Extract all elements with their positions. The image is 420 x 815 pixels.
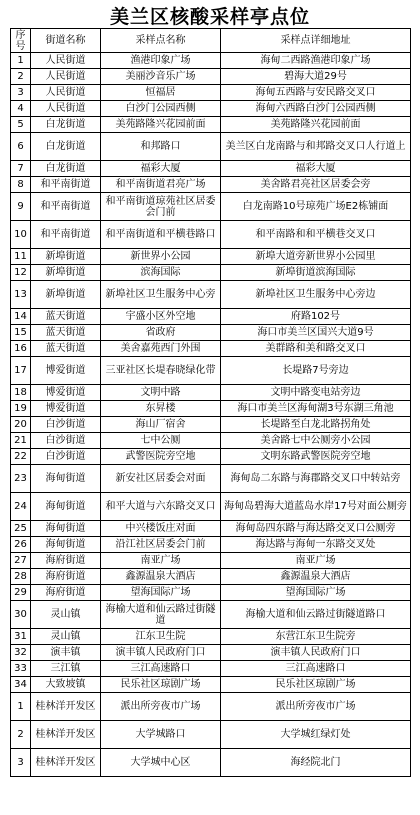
- row-site-name: 七中公厕: [101, 433, 221, 449]
- table-row: [11, 385, 411, 401]
- row-address: 文明东路武警医院旁空地: [221, 449, 411, 465]
- row-street: 蓝天街道: [31, 309, 101, 325]
- row-number: 16: [11, 341, 31, 357]
- row-number: 20: [11, 417, 31, 433]
- row-street: 和平南街道: [31, 177, 101, 193]
- row-address: 和平南路和和平横巷交叉口: [221, 221, 411, 249]
- table-body: [11, 53, 411, 777]
- table-row: [11, 449, 411, 465]
- header-no: 序号: [11, 29, 31, 53]
- row-site-name: 新世界小公园: [101, 249, 221, 265]
- row-site-name: 武警医院旁空地: [101, 449, 221, 465]
- row-street: 和平南街道: [31, 221, 101, 249]
- table-row: [11, 493, 411, 521]
- row-site-name: 中兴楼饭庄对面: [101, 521, 221, 537]
- row-address: 白龙南路10号琼苑广场E2栋铺面: [221, 193, 411, 221]
- row-street: 海府街道: [31, 553, 101, 569]
- row-site-name: 新安社区居委会对面: [101, 465, 221, 493]
- row-street: 白沙街道: [31, 417, 101, 433]
- row-address: 大学城红绿灯处: [221, 721, 411, 749]
- row-number: 19: [11, 401, 31, 417]
- row-site-name: 白沙门公园西侧: [101, 101, 221, 117]
- row-number: 22: [11, 449, 31, 465]
- row-site-name: 大学城中心区: [101, 749, 221, 777]
- row-address: 美舍路君亮社区居委会旁: [221, 177, 411, 193]
- row-address: 新埠大道旁新世界小公园里: [221, 249, 411, 265]
- table-row: [11, 309, 411, 325]
- row-site-name: 沿江社区居委会门前: [101, 537, 221, 553]
- row-street: 博爱街道: [31, 401, 101, 417]
- row-address: 南亚广场: [221, 553, 411, 569]
- row-number: 27: [11, 553, 31, 569]
- row-site-name: 和平南街道和平横巷路口: [101, 221, 221, 249]
- table-row: [11, 249, 411, 265]
- table-row: [11, 161, 411, 177]
- row-site-name: 演丰镇人民政府门口: [101, 645, 221, 661]
- row-address: 美舍路七中公厕旁小公园: [221, 433, 411, 449]
- row-number: 25: [11, 521, 31, 537]
- row-street: 白沙街道: [31, 449, 101, 465]
- row-site-name: 和平大道与六东路交叉口: [101, 493, 221, 521]
- row-number: 2: [11, 69, 31, 85]
- row-site-name: 南亚广场: [101, 553, 221, 569]
- row-address: 海甸岛四东路与海达路交叉口公厕旁: [221, 521, 411, 537]
- row-address: 海口市美兰区海甸湖3号东湖三角池: [221, 401, 411, 417]
- table-row: [11, 693, 411, 721]
- row-address: 海口市美兰区国兴大道9号: [221, 325, 411, 341]
- table-row: [11, 117, 411, 133]
- row-address: 海经院北门: [221, 749, 411, 777]
- row-number: 7: [11, 161, 31, 177]
- row-address: 福彩大厦: [221, 161, 411, 177]
- row-street: 海府街道: [31, 569, 101, 585]
- row-address: 海甸岛二东路与海郡路交叉口中转站旁: [221, 465, 411, 493]
- row-number: 33: [11, 661, 31, 677]
- row-site-name: 福彩大厦: [101, 161, 221, 177]
- table-row: [11, 553, 411, 569]
- row-number: 30: [11, 601, 31, 629]
- row-site-name: 文明中路: [101, 385, 221, 401]
- row-address: 文明中路变电站旁边: [221, 385, 411, 401]
- row-number: 23: [11, 465, 31, 493]
- row-number: 3: [11, 749, 31, 777]
- row-street: 人民街道: [31, 85, 101, 101]
- row-street: 新埠街道: [31, 249, 101, 265]
- row-street: 新埠街道: [31, 265, 101, 281]
- row-site-name: 和邦路口: [101, 133, 221, 161]
- row-site-name: 和平南街道君亮广场: [101, 177, 221, 193]
- table-row: [11, 53, 411, 69]
- table-row: [11, 341, 411, 357]
- row-site-name: 江东卫生院: [101, 629, 221, 645]
- row-street: 人民街道: [31, 101, 101, 117]
- row-site-name: 美丽沙音乐广场: [101, 69, 221, 85]
- row-site-name: 民乐社区琼剧广场: [101, 677, 221, 693]
- row-site-name: 鑫源温泉大酒店: [101, 569, 221, 585]
- table-row: [11, 69, 411, 85]
- row-address: 美苑路隆兴花园前面: [221, 117, 411, 133]
- header-site-name: 采样点名称: [101, 29, 221, 53]
- row-site-name: 新埠社区卫生服务中心旁: [101, 281, 221, 309]
- row-number: 24: [11, 493, 31, 521]
- row-street: 人民街道: [31, 69, 101, 85]
- row-site-name: 恒福居: [101, 85, 221, 101]
- row-number: 6: [11, 133, 31, 161]
- table-row: [11, 645, 411, 661]
- table-row: [11, 133, 411, 161]
- table-row: [11, 177, 411, 193]
- row-street: 白龙街道: [31, 161, 101, 177]
- table-row: [11, 749, 411, 777]
- row-address: 海甸六西路白沙门公园西侧: [221, 101, 411, 117]
- header-street: 街道名称: [31, 29, 101, 53]
- table-row: [11, 85, 411, 101]
- row-site-name: 望海国际广场: [101, 585, 221, 601]
- row-number: 5: [11, 117, 31, 133]
- row-site-name: 东昇楼: [101, 401, 221, 417]
- row-address: 民乐社区琼剧广场: [221, 677, 411, 693]
- table-row: [11, 537, 411, 553]
- table-row: [11, 585, 411, 601]
- row-street: 大致坡镇: [31, 677, 101, 693]
- row-number: 9: [11, 193, 31, 221]
- row-street: 蓝天街道: [31, 341, 101, 357]
- row-address: 长堤路至白龙北路拐角处: [221, 417, 411, 433]
- row-address: 府路102号: [221, 309, 411, 325]
- row-street: 桂林洋开发区: [31, 693, 101, 721]
- table-row: [11, 629, 411, 645]
- row-site-name: 大学城路口: [101, 721, 221, 749]
- row-site-name: 海山厂宿舍: [101, 417, 221, 433]
- row-number: 4: [11, 101, 31, 117]
- row-number: 1: [11, 693, 31, 721]
- row-number: 13: [11, 281, 31, 309]
- table-row: [11, 221, 411, 249]
- row-number: 8: [11, 177, 31, 193]
- row-number: 10: [11, 221, 31, 249]
- row-number: 26: [11, 537, 31, 553]
- row-address: 海甸五西路与安民路交叉口: [221, 85, 411, 101]
- table-header-row: [11, 29, 411, 53]
- table-row: [11, 281, 411, 309]
- row-street: 海甸街道: [31, 465, 101, 493]
- table-row: [11, 521, 411, 537]
- row-number: 21: [11, 433, 31, 449]
- row-address: 新埠社区卫生服务中心旁边: [221, 281, 411, 309]
- row-address: 美兰区白龙南路与和邦路交叉口人行道上: [221, 133, 411, 161]
- table-row: [11, 465, 411, 493]
- row-number: 1: [11, 53, 31, 69]
- row-address: 海甸岛碧海大道蓝岛水岸17号对面公厕旁: [221, 493, 411, 521]
- row-street: 蓝天街道: [31, 325, 101, 341]
- row-street: 白龙街道: [31, 133, 101, 161]
- row-street: 海甸街道: [31, 537, 101, 553]
- row-street: 灵山镇: [31, 601, 101, 629]
- row-address: 海榆大道和仙云路过街隧道路口: [221, 601, 411, 629]
- row-street: 新埠街道: [31, 281, 101, 309]
- document-title: 美兰区核酸采样亭点位: [109, 6, 310, 28]
- row-number: 29: [11, 585, 31, 601]
- row-address: 美群路和美和路交叉口: [221, 341, 411, 357]
- row-street: 演丰镇: [31, 645, 101, 661]
- row-number: 31: [11, 629, 31, 645]
- row-number: 15: [11, 325, 31, 341]
- row-number: 18: [11, 385, 31, 401]
- table-row: [11, 721, 411, 749]
- row-number: 32: [11, 645, 31, 661]
- row-site-name: 和平南街道琼苑社区居委会门前: [101, 193, 221, 221]
- row-street: 桂林洋开发区: [31, 721, 101, 749]
- row-site-name: 派出所旁夜市广场: [101, 693, 221, 721]
- row-number: 28: [11, 569, 31, 585]
- row-address: 碧海大道29号: [221, 69, 411, 85]
- row-address: 长堤路7号旁边: [221, 357, 411, 385]
- row-street: 海甸街道: [31, 493, 101, 521]
- row-street: 博爱街道: [31, 357, 101, 385]
- row-street: 白沙街道: [31, 433, 101, 449]
- row-site-name: 三江高速路口: [101, 661, 221, 677]
- row-street: 海甸街道: [31, 521, 101, 537]
- row-address: 鑫源温泉大酒店: [221, 569, 411, 585]
- row-number: 17: [11, 357, 31, 385]
- row-site-name: 海榆大道和仙云路过街隧道: [101, 601, 221, 629]
- row-street: 海府街道: [31, 585, 101, 601]
- table-row: [11, 265, 411, 281]
- row-address: 海甸二西路渔港印象广场: [221, 53, 411, 69]
- table-row: [11, 569, 411, 585]
- row-site-name: 三亚社区长堤春晓绿化带: [101, 357, 221, 385]
- row-address: 新埠街道滨海国际: [221, 265, 411, 281]
- row-number: 34: [11, 677, 31, 693]
- row-street: 白龙街道: [31, 117, 101, 133]
- row-site-name: 美舍嘉苑西门外围: [101, 341, 221, 357]
- table-row: [11, 661, 411, 677]
- row-address: 演丰镇人民政府门口: [221, 645, 411, 661]
- header-address: 采样点详细地址: [221, 29, 411, 53]
- row-number: 2: [11, 721, 31, 749]
- row-street: 桂林洋开发区: [31, 749, 101, 777]
- table-row: [11, 417, 411, 433]
- row-number: 14: [11, 309, 31, 325]
- row-address: 东营江东卫生院旁: [221, 629, 411, 645]
- row-site-name: 美苑路隆兴花园前面: [101, 117, 221, 133]
- row-street: 灵山镇: [31, 629, 101, 645]
- row-street: 博爱街道: [31, 385, 101, 401]
- row-number: 11: [11, 249, 31, 265]
- row-site-name: 省政府: [101, 325, 221, 341]
- table-row: [11, 401, 411, 417]
- row-site-name: 宇盛小区外空地: [101, 309, 221, 325]
- row-address: 三江高速路口: [221, 661, 411, 677]
- table-row: [11, 677, 411, 693]
- row-address: 望海国际广场: [221, 585, 411, 601]
- table-row: [11, 433, 411, 449]
- row-site-name: 滨海国际: [101, 265, 221, 281]
- table-row: [11, 193, 411, 221]
- sampling-sites-table: [10, 28, 411, 777]
- row-street: 人民街道: [31, 53, 101, 69]
- table-row: [11, 101, 411, 117]
- row-number: 12: [11, 265, 31, 281]
- row-street: 和平南街道: [31, 193, 101, 221]
- table-row: [11, 325, 411, 341]
- table-row: [11, 601, 411, 629]
- row-number: 3: [11, 85, 31, 101]
- row-site-name: 渔港印象广场: [101, 53, 221, 69]
- row-address: 派出所旁夜市广场: [221, 693, 411, 721]
- row-address: 海达路与海甸一东路交叉处: [221, 537, 411, 553]
- table-row: [11, 357, 411, 385]
- row-street: 三江镇: [31, 661, 101, 677]
